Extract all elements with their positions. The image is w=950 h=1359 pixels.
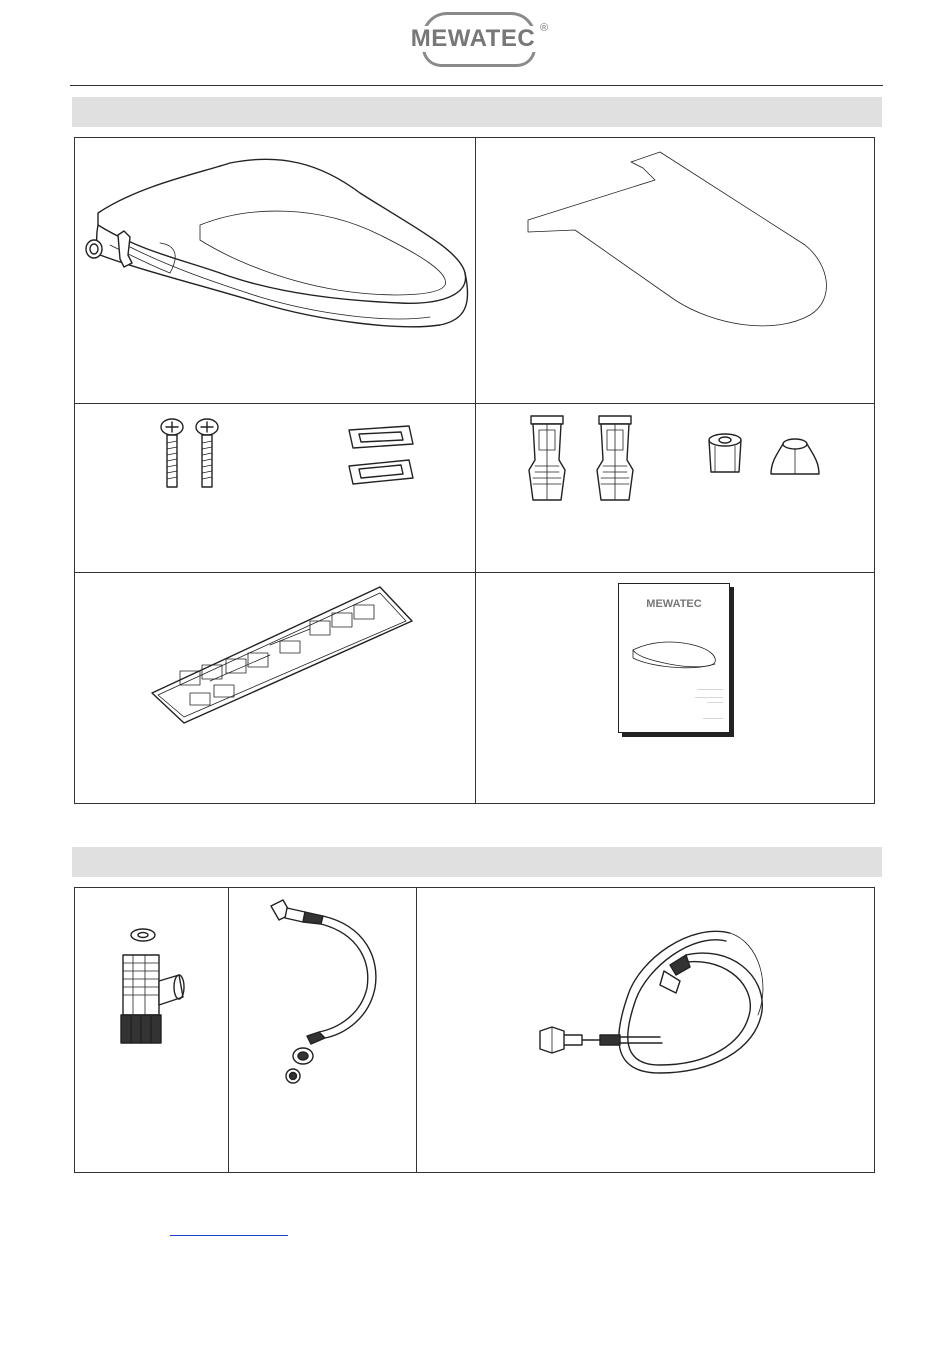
manual-logo-text: MEWATEC xyxy=(646,598,702,610)
long-hose-icon xyxy=(530,915,775,1080)
mewatec-logo xyxy=(398,10,558,65)
footer-link-underline[interactable] xyxy=(170,1235,288,1236)
wall-plugs-icon xyxy=(525,410,640,505)
manual-tagline xyxy=(619,622,719,626)
template-sheet-icon xyxy=(525,150,835,335)
logo-registered-mark: ® xyxy=(540,22,549,34)
mounting-plate-icon xyxy=(150,585,420,725)
bidet-seat-icon xyxy=(80,155,470,335)
t-valve-icon xyxy=(105,925,185,1055)
header-rule xyxy=(70,85,883,86)
screws-icon xyxy=(155,415,230,490)
logo-text: MEWATEC xyxy=(398,26,548,52)
manual-icon: MEWATEC ‾‾‾‾‾‾‾‾‾‾‾‾‾‾‾‾‾‾‾ ‾‾‾‾‾‾‾‾‾‾‾‾‾‾‾‾‾‾‾‾‾ ‾‾‾‾‾‾‾‾‾‾‾‾ ‾‾‾‾‾‾‾‾‾‾‾‾‾‾‾ xyxy=(618,583,730,733)
washers-icon xyxy=(345,422,420,497)
section-header-band-1 xyxy=(72,97,882,127)
section-header-band-2 xyxy=(72,847,882,877)
nuts-icon xyxy=(705,432,830,487)
short-hose-icon xyxy=(265,898,395,1088)
